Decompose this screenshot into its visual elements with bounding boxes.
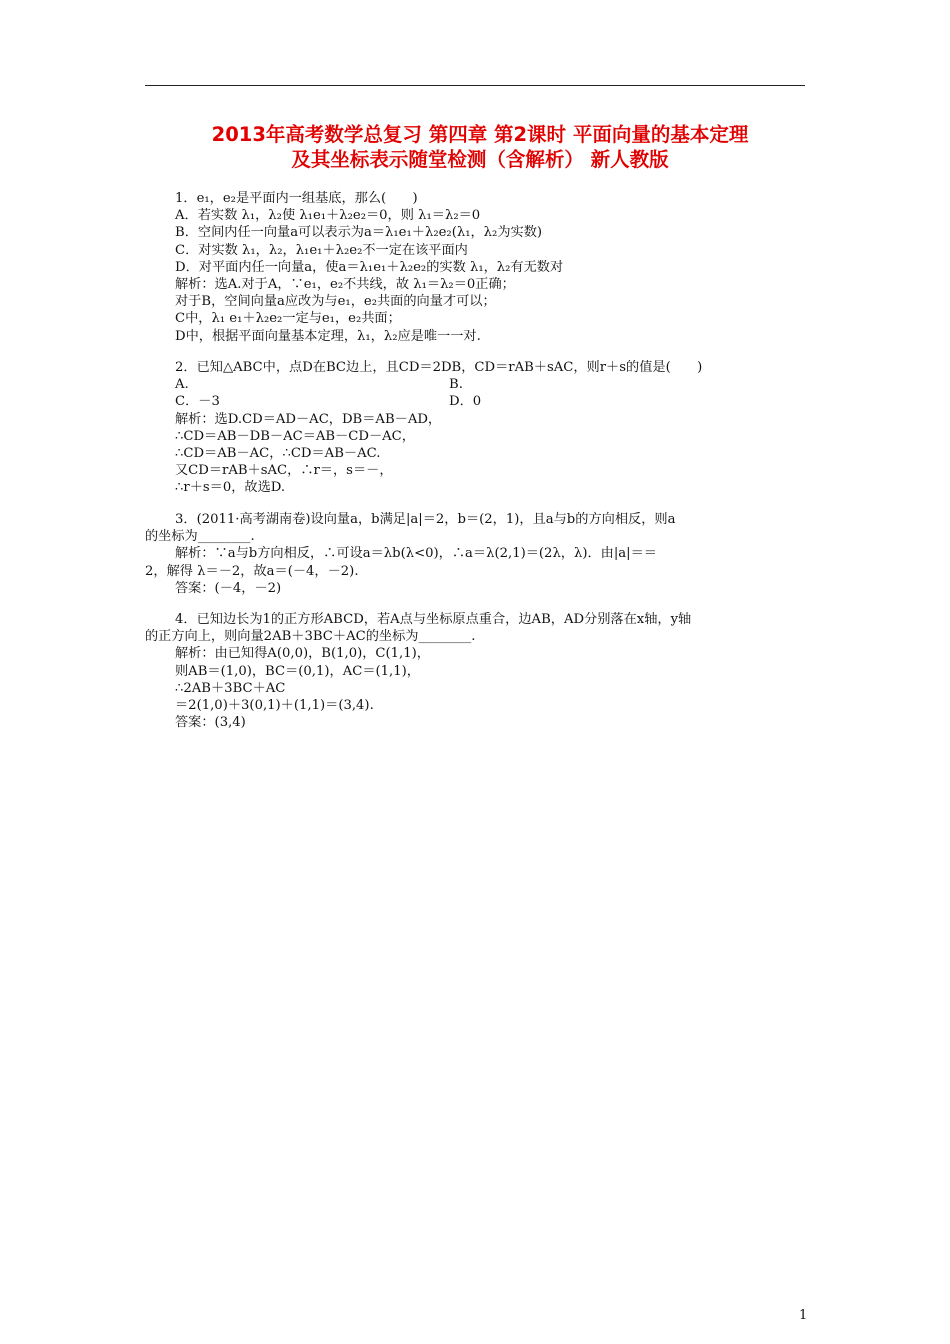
question-4-answer: 答案：(3,4): [175, 715, 246, 731]
question-3-stem-continued: 的坐标为________.: [145, 529, 255, 545]
question-4: [145, 611, 815, 731]
question-1-solution-line: 对于B，空间向量a应改为与e₁，e₂共面的向量才可以；: [175, 294, 496, 310]
question-4-solution-line: 则AB＝(1,0)，BC＝(0,1)，AC＝(1,1)，: [175, 663, 420, 679]
question-4-solution-line: 解析：由已知得A(0,0)，B(1,0)，C(1,1)，: [175, 646, 430, 662]
question-2-option-d: D．0: [449, 394, 482, 410]
question-2-options-ab: [175, 376, 815, 393]
question-2-solution-line: 又CD＝rAB＋sAC，∴r＝，s＝－，: [175, 463, 393, 479]
question-4-stem: 4．已知边长为1的正方形ABCD，若A点与坐标原点重合，边AB，AD分别落在x轴，y轴: [175, 612, 692, 627]
question-1-solution-line: C中，λ₁ e₁＋λ₂e₂一定与e₁，e₂共面；: [175, 311, 401, 327]
question-1-solution-line: D中，根据平面向量基本定理，λ₁，λ₂应是唯一一对.: [175, 328, 481, 344]
question-4-solution-line: ∴2AB＋3BC＋AC: [175, 680, 286, 696]
question-1-option-c: C．对实数 λ₁，λ₂，λ₁e₁＋λ₂e₂不一定在该平面内: [175, 242, 468, 258]
question-3: [145, 511, 815, 597]
header-rule: [145, 85, 805, 86]
document-title: [150, 122, 810, 172]
question-3-stem: 3．(2011·高考湖南卷)设向量a，b满足|a|＝2，b＝(2，1)，且a与b的方向相反，则a: [175, 512, 676, 527]
question-4-solution-line: ＝2(1,0)＋3(0,1)＋(1,1)＝(3,4).: [175, 697, 374, 713]
question-1-option-b: B．空间内任一向量a可以表示为a＝λ₁e₁＋λ₂e₂(λ₁，λ₂为实数): [175, 225, 543, 241]
question-2-option-b: B.: [449, 377, 463, 393]
question-2-option-c: C．－3: [175, 394, 220, 410]
page-number: 1: [799, 1308, 808, 1323]
question-1-option-a: A．若实数 λ₁，λ₂使 λ₁e₁＋λ₂e₂＝0，则 λ₁＝λ₂＝0: [175, 208, 481, 224]
question-1: [175, 190, 815, 345]
question-2-solution-line: ∴r＋s＝0，故选D.: [175, 480, 286, 496]
question-2-options-cd: [175, 393, 815, 410]
question-3-answer: 答案：(－4，－2): [175, 580, 282, 596]
question-1-option-d: D．对平面内任一向量a，使a＝λ₁e₁＋λ₂e₂的实数 λ₁，λ₂有无数对: [175, 259, 564, 275]
question-2-solution-line: 解析：选D.CD＝AD－AC，DB＝AB－AD，: [175, 411, 442, 427]
question-2-stem: 2．已知△ABC中，点D在BC边上，且CD＝2DB，CD＝rAB＋sAC，则r＋s的值是( ): [175, 360, 703, 375]
question-1-stem: 1．e₁，e₂是平面内一组基底，那么( ): [175, 191, 418, 206]
question-2-solution-line: ∴CD＝AB－AC，∴CD＝AB－AC.: [175, 445, 381, 461]
question-2: [175, 359, 815, 497]
question-1-solution-line: 解析：选A.对于A，∵e₁，e₂不共线，故 λ₁＝λ₂＝0正确；: [175, 276, 515, 292]
question-4-stem-continued: 的正方向上，则向量2AB＋3BC＋AC的坐标为________.: [145, 629, 476, 645]
question-3-solution-line: 解析：∵a与b方向相反，∴可设a＝λb(λ<0)，∴a＝λ(2,1)＝(2λ，λ)．由|a|＝＝: [175, 546, 657, 562]
title-line-1: 2013年高考数学总复习 第四章 第2课时 平面向量的基本定理: [211, 123, 749, 146]
question-3-solution-line: 2，解得 λ＝－2，故a＝(－4，－2).: [145, 563, 359, 579]
question-2-option-a: A.: [175, 377, 189, 393]
title-line-2: 及其坐标表示随堂检测（含解析） 新人教版: [291, 148, 669, 171]
question-2-solution-line: ∴CD＝AB－DB－AC＝AB－CD－AC，: [175, 428, 415, 444]
